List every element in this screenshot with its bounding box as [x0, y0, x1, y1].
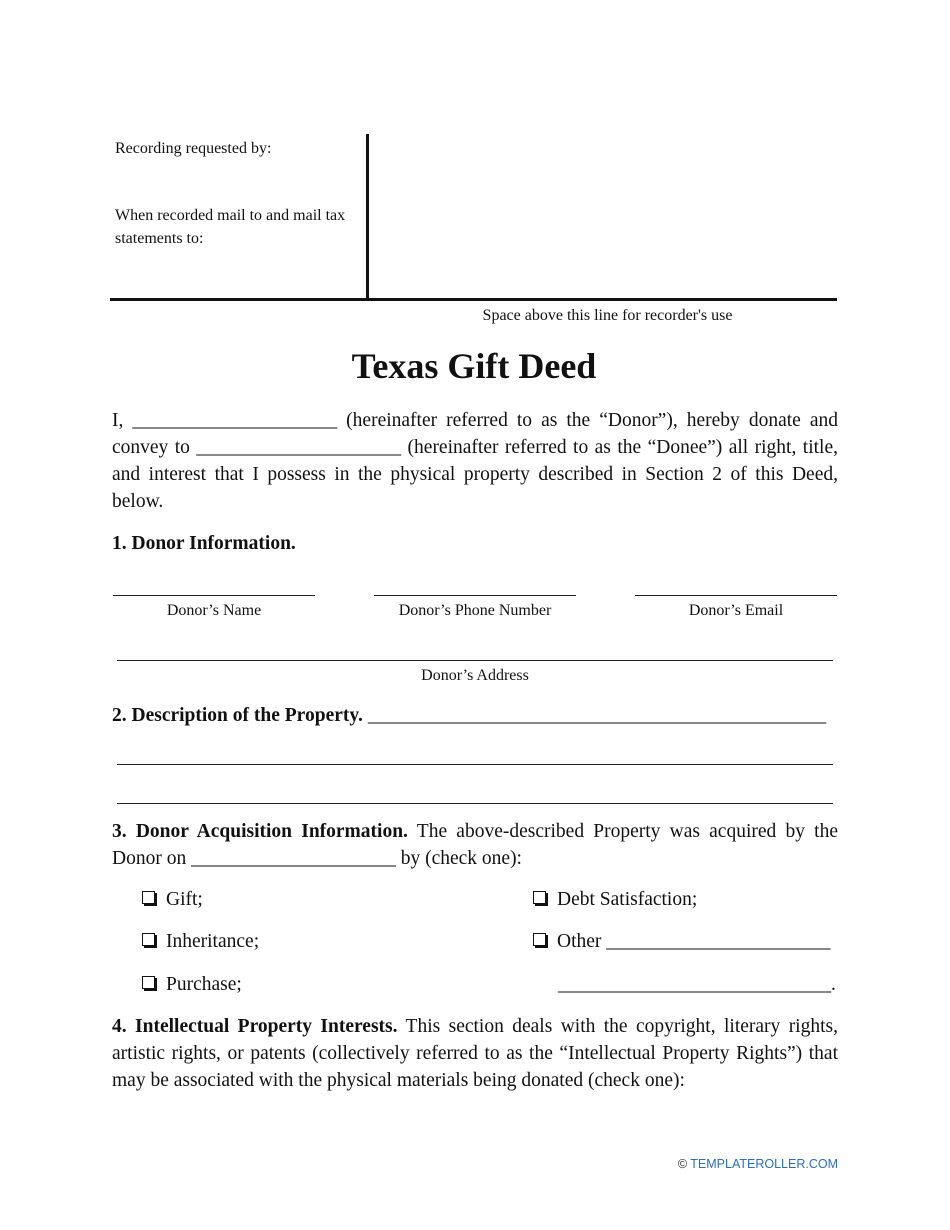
recorder-note: Space above this line for recorder's use [482, 307, 733, 324]
donor-email-line[interactable] [635, 595, 837, 596]
checkbox-icon[interactable] [142, 976, 155, 989]
section3-heading: 3. Donor Acquisition Information. [112, 821, 408, 842]
recorder-vertical-divider [366, 134, 369, 300]
option-inheritance[interactable] [142, 928, 259, 955]
section4-heading: 4. Intellectual Property Interests. [112, 1016, 398, 1037]
donor-address-line[interactable] [117, 660, 833, 661]
option-inheritance-label: Inheritance; [166, 931, 260, 952]
property-description-line-3[interactable] [117, 803, 833, 804]
mail-to-label: When recorded mail to and mail tax statements to: [115, 207, 346, 247]
page-title: Texas Gift Deed [351, 346, 597, 386]
checkbox-icon[interactable] [533, 933, 546, 946]
option-purchase-label: Purchase; [166, 974, 242, 995]
copyright-icon: © [677, 1157, 688, 1171]
donor-address-label: Donor’s Address [421, 667, 529, 684]
option-purchase[interactable] [142, 971, 242, 998]
option-debt-label: Debt Satisfaction; [557, 889, 698, 910]
checkbox-icon[interactable] [533, 891, 546, 904]
checkbox-icon[interactable] [142, 891, 155, 904]
checkbox-icon[interactable] [142, 933, 155, 946]
donor-email-label: Donor’s Email [688, 602, 784, 619]
section1-heading: 1. Donor Information. [112, 533, 296, 554]
option-gift-label: Gift; [166, 889, 203, 910]
option-gift[interactable] [142, 886, 203, 913]
property-description-blank[interactable]: _______________________________________________ [367, 705, 827, 726]
section2-heading: 2. Description of the Property. [112, 705, 363, 726]
section4-text: This section deals with the copyright, literary rights, artistic rights, or patents (collectively referred to as the “Intellectual Property Rights”) that may be associated with the physical materials being donated (check one): [112, 1016, 838, 1091]
donor-name-label: Donor’s Name [166, 602, 262, 619]
recorder-horizontal-divider [110, 298, 837, 301]
brand-link[interactable]: TEMPLATEROLLER.COM [690, 1157, 838, 1171]
option-other-label: Other _______________________ [557, 931, 831, 952]
section3-paragraph [112, 818, 838, 872]
donor-phone-label: Donor’s Phone Number [398, 602, 552, 619]
recording-requested-label: Recording requested by: [115, 140, 272, 157]
option-debt-satisfaction[interactable] [533, 886, 697, 913]
option-other[interactable] [533, 928, 831, 955]
donor-phone-line[interactable] [374, 595, 576, 596]
property-description-line-2[interactable] [117, 764, 833, 765]
option-other-continuation[interactable]: ____________________________. [558, 974, 836, 995]
section2-line [112, 702, 826, 729]
section3-text: The above-described Property was acquired by the Donor on _____________________ by (check one): [112, 821, 838, 869]
section4-paragraph [112, 1013, 838, 1094]
intro-paragraph: I, _____________________ (hereinafter referred to as the “Donor”), hereby donate and convey to _____________________ (hereinafter referred to as the “Donee”) all right, title, and interest that I possess in the physical property described in Section 2 of this Deed, below. [112, 410, 838, 512]
donor-name-line[interactable] [113, 595, 315, 596]
footer-brand[interactable] [678, 1156, 838, 1172]
